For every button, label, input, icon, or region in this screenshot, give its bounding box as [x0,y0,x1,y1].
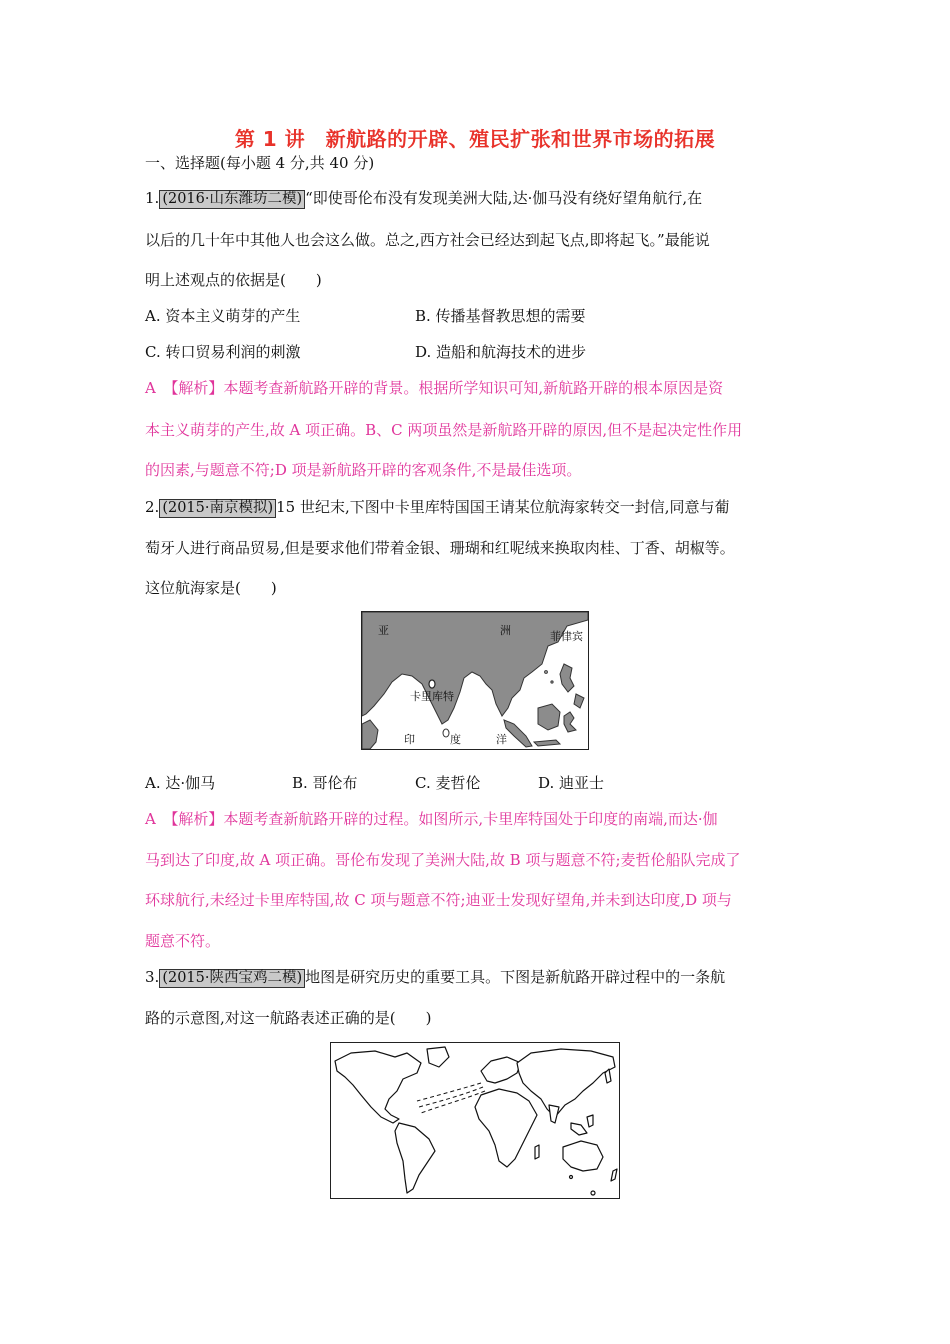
question-3-line-2: 路的示意图,对这一航路表述正确的是( ) [145,1009,432,1027]
world-route-map [330,1042,620,1199]
question-2-answer-line-3: 环球航行,未经过卡里库特国,故 C 项与题意不符;迪亚士发现好望角,并未到达印度,D 项与 [145,891,732,909]
map-label-ya: 亚 [378,624,389,637]
indian-ocean-map [361,611,589,750]
question-2-line-1 [145,497,730,518]
indian-ocean-map-figure [362,612,588,749]
question-1-line-3: 明上述观点的依据是( ) [145,271,322,289]
question-1-option-b: B. 传播基督教思想的需要 [415,307,586,325]
question-1-answer-line-1: A 【解析】本题考查新航路开辟的背景。根据所学知识可知,新航路开辟的根本原因是资 [145,379,724,397]
question-1-text-1: “即使哥伦布没有发现美洲大陆,达·伽马没有绕好望角航行,在 [305,189,703,207]
map-label-yin: 印 [404,733,415,746]
question-1-option-d: D. 造船和航海技术的进步 [415,343,587,361]
question-1-number: 1. [145,189,160,207]
question-1-line-2: 以后的几十年中其他人也会这么做。总之,西方社会已经达到起飞点,即将起飞。”最能说 [145,231,710,249]
question-1-answer-line-3: 的因素,与题意不符;D 项是新航路开辟的客观条件,不是最佳选项。 [145,461,582,479]
question-2-line-3: 这位航海家是( ) [145,579,277,597]
world-route-map-figure [331,1043,619,1198]
question-2-answer-line-4: 题意不符。 [145,932,221,950]
map-label-zhou: 洲 [500,624,511,637]
question-1-option-a: A. 资本主义萌芽的产生 [145,307,301,325]
question-2-text-1: 15 世纪末,下图中卡里库特国国王请某位航海家转交一封信,同意与葡 [276,498,730,516]
question-2-option-c: C. 麦哲伦 [415,774,481,792]
question-2-line-2: 萄牙人进行商品贸易,但是要求他们带着金银、珊瑚和红呢绒来换取肉桂、丁香、胡椒等。 [145,539,735,557]
section-heading: 一、选择题(每小题 4 分,共 40 分) [145,154,375,172]
question-2-answer-line-1: A 【解析】本题考查新航路开辟的过程。如图所示,卡里库特国处于印度的南端,而达·伽 [145,810,718,828]
question-2-option-d: D. 迪亚士 [538,774,605,792]
map-label-yang: 洋 [496,733,507,746]
question-3-text-1: 地图是研究历史的重要工具。下图是新航路开辟过程中的一条航 [305,968,726,986]
question-3-source-tag: (2015·陕西宝鸡二模) [159,969,305,988]
question-1-option-c: C. 转口贸易利润的刺激 [145,343,301,361]
question-2-answer-line-2: 马到达了印度,故 A 项正确。哥伦布发现了美洲大陆,故 B 项与题意不符;麦哲伦船队完成了 [145,851,741,869]
map-label-philippines: 菲律宾 [550,630,583,643]
question-1-answer-line-2: 本主义萌芽的产生,故 A 项正确。B、C 两项虽然是新航路开辟的原因,但不是起决定性作用 [145,421,743,439]
lesson-title: 第 1 讲 新航路的开辟、殖民扩张和世界市场的拓展 [234,127,716,151]
question-3-number: 3. [145,968,160,986]
question-2-option-b: B. 哥伦布 [292,774,358,792]
question-2-source-tag: (2015·南京模拟) [159,499,276,518]
question-1-line-1 [145,188,702,209]
question-2-number: 2. [145,498,160,516]
question-3-line-1 [145,967,725,988]
question-1-source-tag: (2016·山东潍坊二模) [159,190,305,209]
question-2-option-a: A. 达·伽马 [145,774,216,792]
map-label-du: 度 [450,733,461,746]
map-label-calicut: 卡里库特 [410,690,454,703]
